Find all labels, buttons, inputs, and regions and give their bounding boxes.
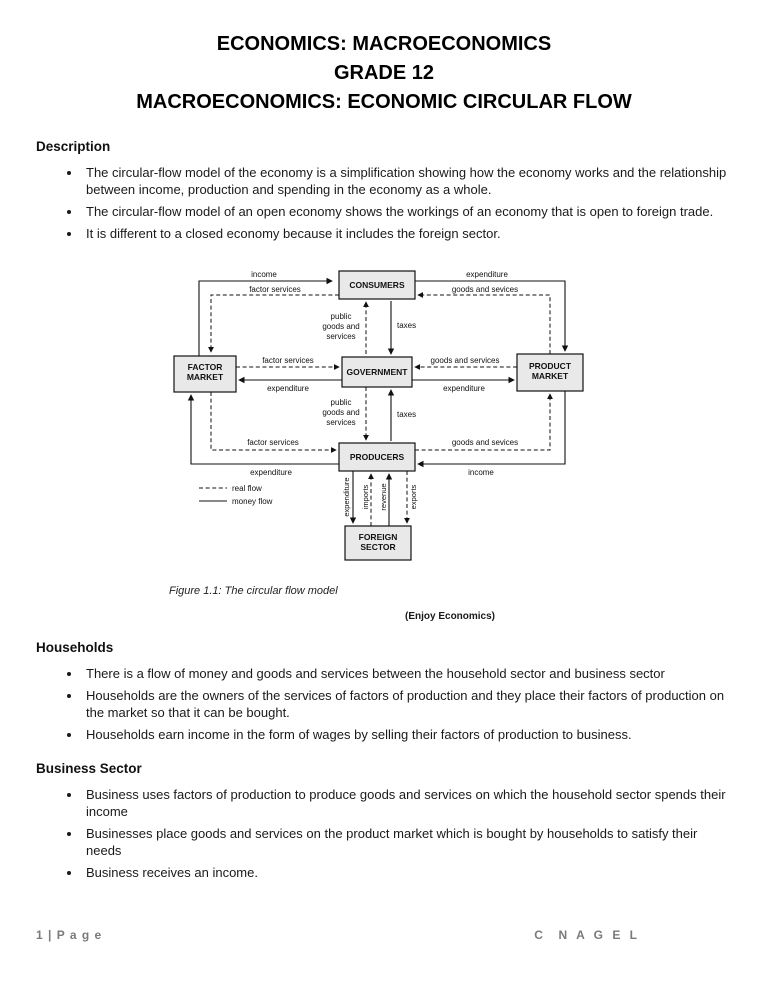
legend-real-flow-label: real flow: [232, 484, 262, 493]
business-bullets: [36, 786, 732, 881]
product-market-box-label-2: MARKET: [531, 371, 569, 381]
author-name: C N A G E L: [534, 928, 640, 942]
circular-flow-diagram: [169, 264, 599, 576]
list-item: • Households earn income in the form of wages by selling their factors of production to business.: [82, 726, 732, 743]
label-goods-services-mid: goods and services: [430, 356, 500, 365]
description-bullets: [36, 164, 732, 242]
households-bullets: [36, 665, 732, 743]
list-item: • The circular-flow model of an open economy shows the workings of an economy that is open to foreign trade.: [82, 203, 732, 220]
list-item: • The circular-flow model of the economy is a simplification showing how the economy works and the relationship between income, production and spending in the economy as a whole.: [82, 164, 732, 198]
label-taxes-top: taxes: [397, 321, 417, 330]
page-number: 1 | P a g e: [36, 928, 103, 942]
label-public-bottom-3: services: [326, 418, 356, 427]
circular-flow-figure: [169, 264, 599, 622]
label-fs-exports: exports: [409, 484, 418, 510]
label-factor-services-mid: factor services: [262, 356, 314, 365]
label-goods-sevices-bottom: goods and sevices: [451, 438, 519, 447]
title-line-3: MACROECONOMICS: ECONOMIC CIRCULAR FLOW: [136, 91, 632, 113]
description-heading: Description: [36, 139, 111, 154]
label-public-top-1: public: [330, 312, 352, 321]
title-line-2: GRADE 12: [333, 62, 435, 84]
label-income-bottom: income: [468, 468, 494, 477]
list-item: • It is different to a closed economy because it includes the foreign sector.: [82, 225, 732, 242]
factor-market-box-label-2: MARKET: [186, 372, 224, 382]
consumers-box-label: CONSUMERS: [349, 280, 405, 290]
label-public-top-2: goods and: [322, 322, 360, 331]
list-item: • There is a flow of money and goods and services between the household sector and business sector: [82, 665, 732, 682]
list-item: • Business uses factors of production to produce goods and services on which the household sector spends their income: [82, 786, 732, 820]
flow-line-income-bottom: [418, 391, 565, 464]
diagram-boxes: [174, 271, 583, 560]
list-item: • Businesses place goods and services on the product market which is bought by households to satisfy their needs: [82, 825, 732, 859]
label-income-top: income: [251, 270, 277, 279]
label-fs-expenditure: expenditure: [342, 477, 351, 517]
label-taxes-bottom: taxes: [397, 410, 417, 419]
figure-credit: (Enjoy Economics): [405, 611, 496, 622]
label-public-bottom-1: public: [330, 398, 352, 407]
label-fs-imports: imports: [361, 484, 370, 510]
label-factor-services-bottom: factor services: [247, 438, 299, 447]
label-expenditure-top: expenditure: [466, 270, 508, 279]
page-footer: [36, 928, 732, 942]
title-line-1: ECONOMICS: MACROECONOMICS: [216, 33, 552, 55]
foreign-sector-box-label-1: FOREIGN: [358, 532, 398, 542]
factor-market-box-label-1: FACTOR: [187, 362, 223, 372]
producers-box-label: PRODUCERS: [349, 452, 405, 462]
government-box-label: GOVERNMENT: [346, 367, 408, 377]
households-heading: Households: [36, 640, 114, 655]
flow-line-factor-services-top: [211, 295, 339, 352]
label-public-bottom-2: goods and: [322, 408, 360, 417]
list-item: • Households are the owners of the services of factors of production and they place their factors of production on the market so that it can be bought.: [82, 687, 732, 721]
figure-caption: Figure 1.1: The circular flow model: [169, 585, 338, 597]
label-goods-sevices-top: goods and sevices: [451, 285, 519, 294]
legend-money-flow-label: money flow: [232, 497, 273, 506]
label-public-top-3: services: [326, 332, 356, 341]
flow-line-expenditure-bottom-left: [191, 395, 339, 464]
label-expenditure-mid-right: expenditure: [443, 384, 485, 393]
label-fs-revenue: revenue: [379, 483, 388, 511]
foreign-sector-box-label-2: SECTOR: [360, 542, 396, 552]
flow-line-goods-sevices-top: [418, 295, 550, 354]
label-expenditure-bottom-left: expenditure: [250, 468, 292, 477]
business-heading: Business Sector: [36, 761, 142, 776]
document-title: [36, 30, 732, 117]
product-market-box-label-1: PRODUCT: [528, 361, 572, 371]
label-expenditure-mid-left: expenditure: [267, 384, 309, 393]
list-item: • Business receives an income.: [82, 864, 732, 881]
label-factor-services-top: factor services: [249, 285, 301, 294]
